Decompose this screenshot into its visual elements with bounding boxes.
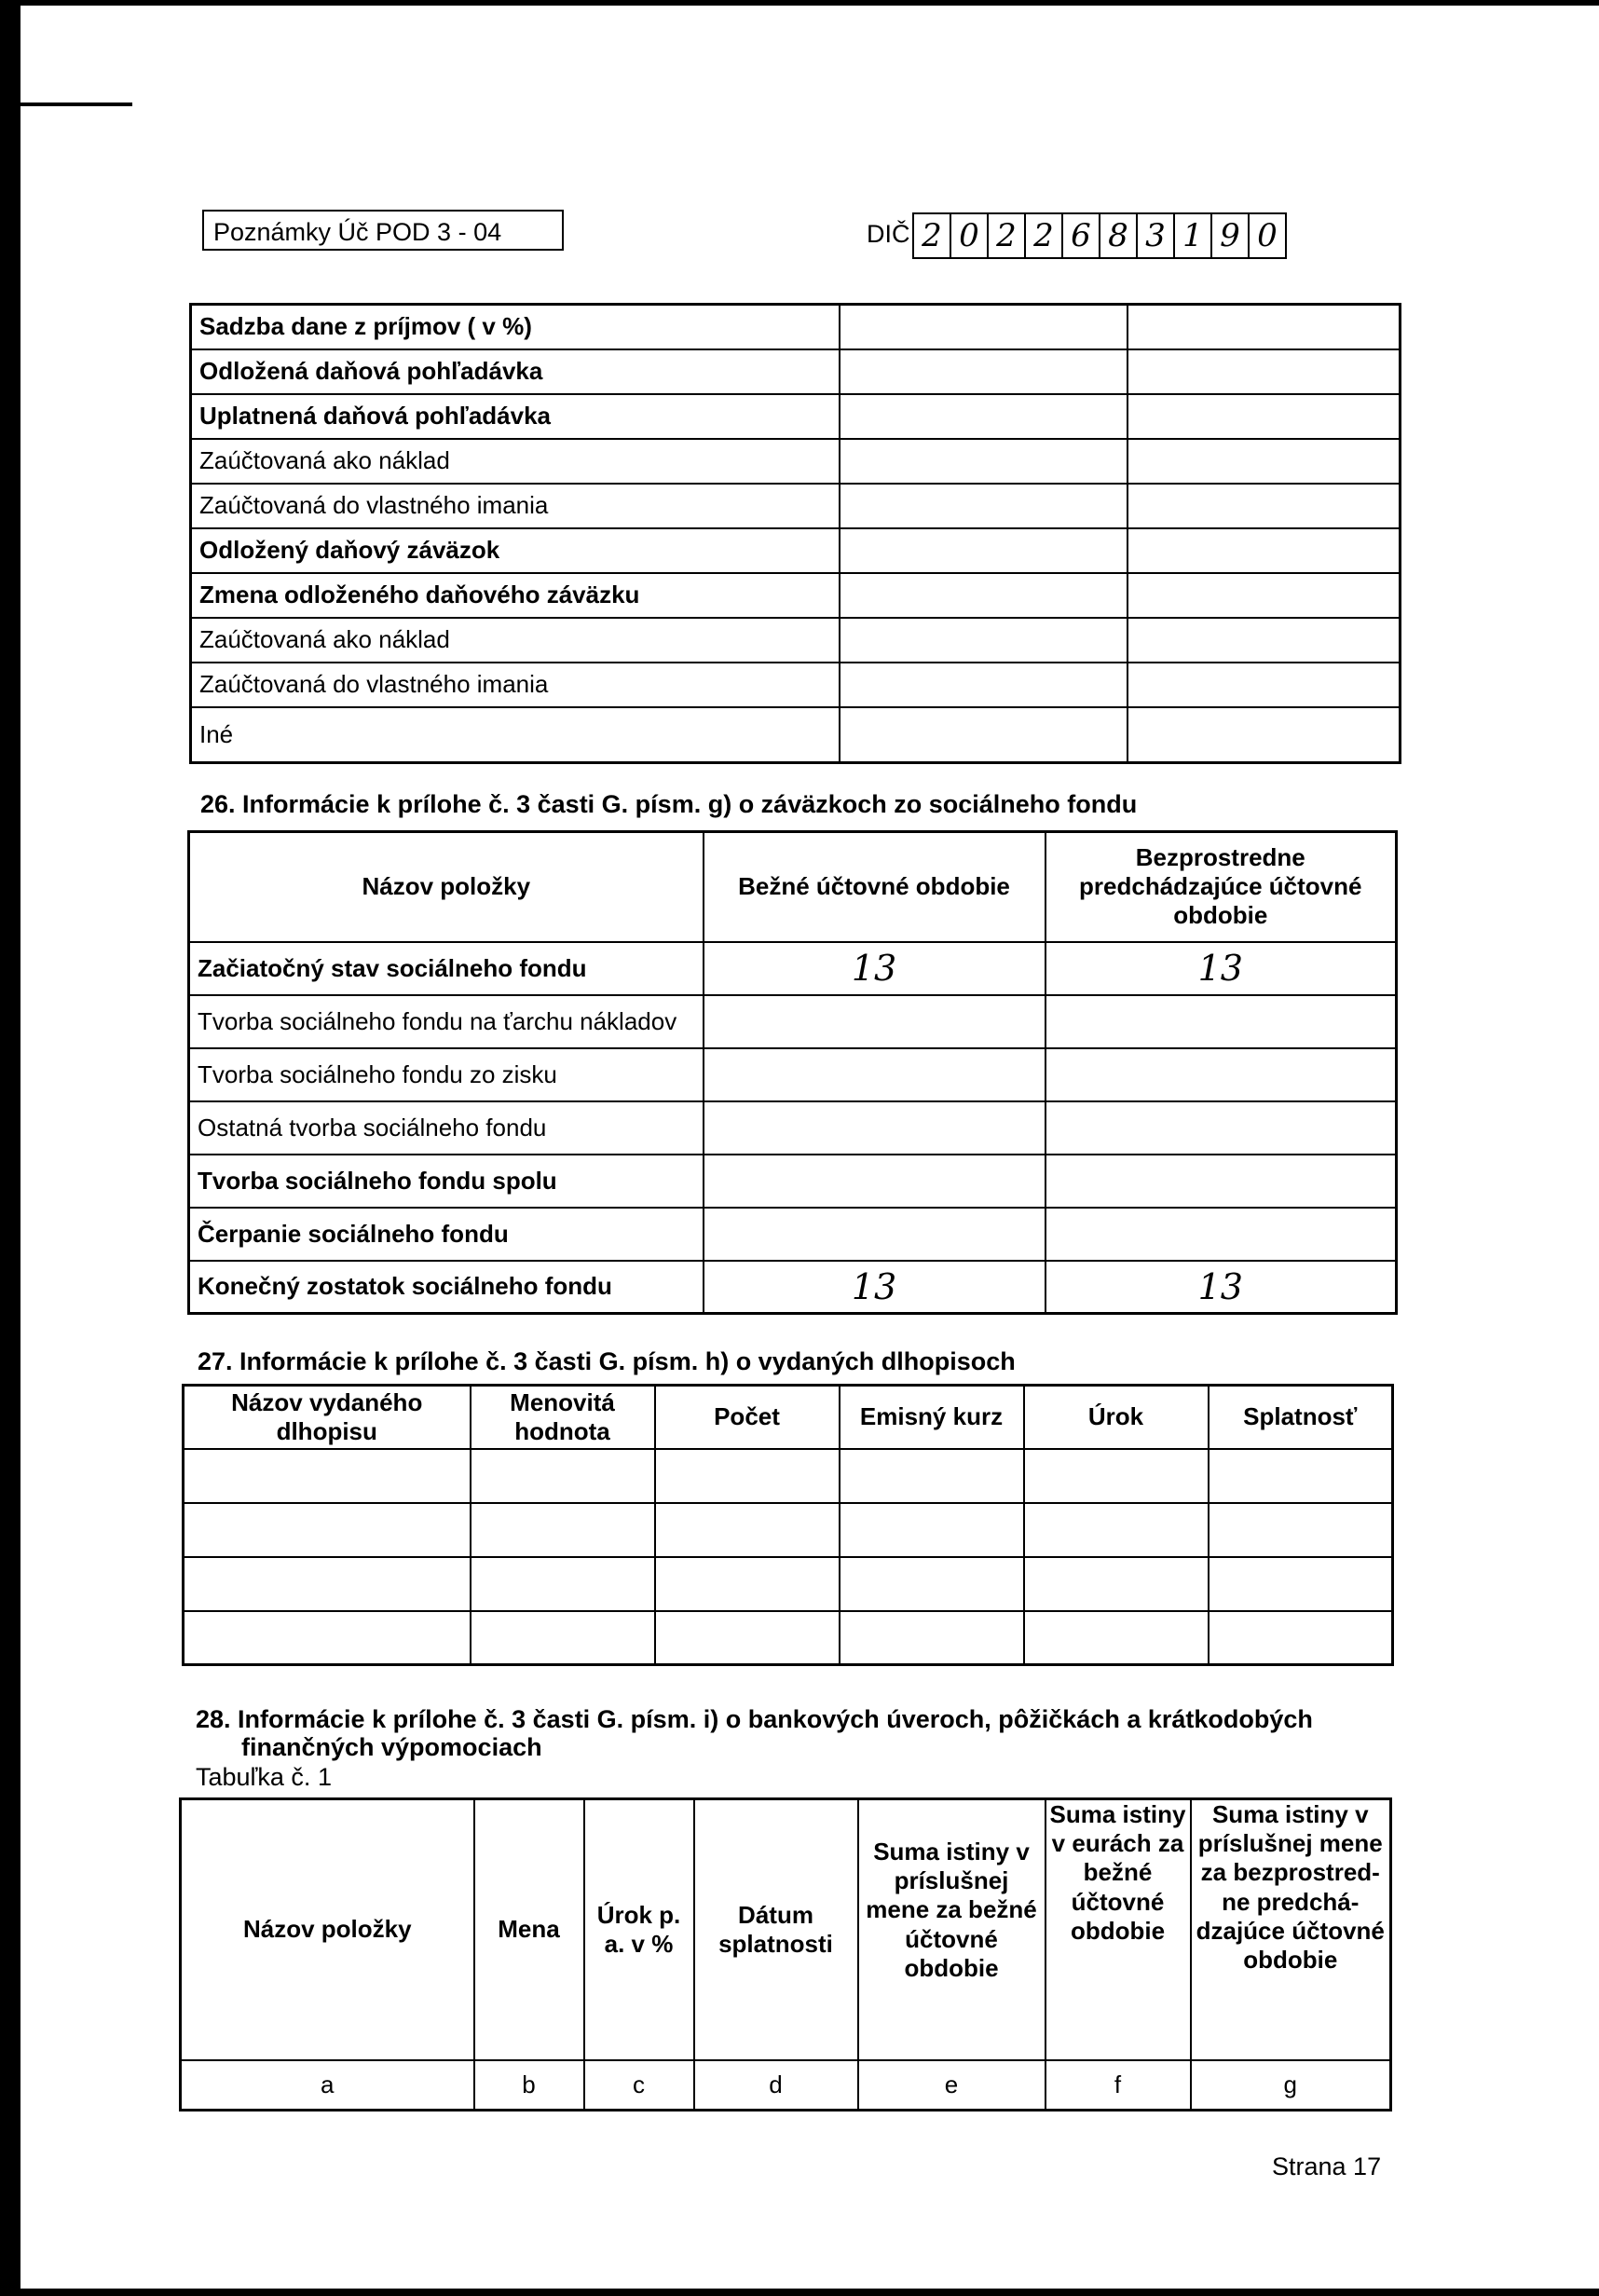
col-header: Suma istiny v príslušnej mene za bezprostred-ne predchá-dzajúce účtovné obdobie [1191, 1799, 1391, 2060]
row-label: Tvorba sociálneho fondu na ťarchu nákladov [189, 995, 704, 1048]
value-cell[interactable] [1128, 349, 1401, 394]
section-27-title: 27. Informácie k prílohe č. 3 časti G. písm. h) o vydaných dlhopisoch [198, 1347, 1016, 1375]
scan-edge [20, 102, 132, 106]
value-cell[interactable] [840, 439, 1128, 484]
scan-edge [0, 0, 20, 2296]
current-period-value[interactable] [704, 1208, 1046, 1261]
table-row [191, 349, 1401, 394]
value-cell[interactable] [1209, 1611, 1393, 1665]
value-cell[interactable] [1128, 618, 1401, 663]
value-cell[interactable] [1128, 394, 1401, 439]
row-label: Iné [191, 707, 840, 763]
row-label: Tvorba sociálneho fondu zo zisku [189, 1048, 704, 1101]
row-label: Tvorba sociálneho fondu spolu [189, 1155, 704, 1208]
table-row [184, 1611, 1393, 1665]
section-28-title: 28. Informácie k prílohe č. 3 časti G. písm. i) o bankových úveroch, pôžičkách a krátkodobých [196, 1705, 1313, 1733]
dic-digit: 0 [1257, 217, 1278, 254]
value-cell[interactable] [471, 1449, 655, 1503]
col-header: Bežné účtovné obdobie [704, 832, 1046, 942]
table-row [189, 1208, 1397, 1261]
col-header: Suma istiny v príslušnej mene za bežné účtovné obdobie [858, 1799, 1046, 2060]
dic-digit: 2 [989, 214, 1026, 257]
table-row [184, 1503, 1393, 1557]
current-period-value[interactable]: 13 [704, 1261, 1046, 1314]
scan-edge [0, 0, 1599, 6]
table-row [191, 484, 1401, 528]
tax-table [189, 303, 1401, 764]
value-cell[interactable] [1024, 1503, 1209, 1557]
value-cell[interactable] [1128, 439, 1401, 484]
section-26-title: 26. Informácie k prílohe č. 3 časti G. písm. g) o záväzkoch zo sociálneho fondu [200, 790, 1138, 818]
table-row [191, 394, 1401, 439]
value-cell[interactable] [1128, 663, 1401, 707]
value-cell[interactable] [840, 1503, 1024, 1557]
table-caption: Tabuľka č. 1 [196, 1763, 332, 1791]
col-header: Mena [474, 1799, 584, 2060]
previous-period-value[interactable] [1046, 1208, 1397, 1261]
table-row [191, 618, 1401, 663]
value-cell[interactable] [1209, 1557, 1393, 1611]
column-letter: f [1046, 2060, 1191, 2111]
table-row [189, 1048, 1397, 1101]
dic-digit: 0 [951, 214, 989, 257]
value-cell[interactable] [1024, 1557, 1209, 1611]
column-letter: d [694, 2060, 858, 2111]
previous-period-value[interactable] [1046, 1101, 1397, 1155]
table-row [189, 995, 1397, 1048]
value-cell[interactable] [655, 1503, 840, 1557]
dic-digit: 2 [1026, 214, 1063, 257]
page-number: Strana 17 [1272, 2152, 1382, 2180]
table-row [191, 707, 1401, 763]
dic-label: DIČ [867, 220, 910, 248]
dic-digit: 2 [914, 214, 951, 257]
current-period-value[interactable] [704, 1155, 1046, 1208]
value-cell[interactable] [840, 528, 1128, 573]
scan-edge [0, 2289, 1599, 2296]
previous-period-value[interactable]: 13 [1046, 942, 1397, 995]
row-label: Čerpanie sociálneho fondu [189, 1208, 704, 1261]
col-header: Úrok p. a. v % [584, 1799, 694, 2060]
row-label: Začiatočný stav sociálneho fondu [189, 942, 704, 995]
row-label: Konečný zostatok sociálneho fondu [189, 1261, 704, 1314]
row-label: Ostatná tvorba sociálneho fondu [189, 1101, 704, 1155]
value-cell[interactable] [655, 1611, 840, 1665]
column-letter: b [474, 2060, 584, 2111]
row-label: Zaúčtovaná do vlastného imania [191, 663, 840, 707]
value-cell[interactable] [840, 663, 1128, 707]
value-cell[interactable] [840, 305, 1128, 349]
value-cell[interactable] [655, 1449, 840, 1503]
row-label: Uplatnená daňová pohľadávka [191, 394, 840, 439]
row-label: Zaúčtovaná do vlastného imania [191, 484, 840, 528]
value-cell[interactable] [471, 1611, 655, 1665]
col-header: Emisný kurz [840, 1386, 1024, 1449]
value-cell[interactable] [184, 1449, 471, 1503]
column-letter: a [181, 2060, 474, 2111]
row-label: Zaúčtovaná ako náklad [191, 439, 840, 484]
value-cell[interactable] [840, 484, 1128, 528]
col-header: Dátum splatnosti [694, 1799, 858, 2060]
table-row [184, 1449, 1393, 1503]
col-header: Úrok [1024, 1386, 1209, 1449]
dic-digit: 8 [1100, 214, 1138, 257]
value-cell[interactable] [1128, 707, 1401, 763]
row-label: Sadzba dane z príjmov ( v %) [191, 305, 840, 349]
value-cell[interactable] [840, 1557, 1024, 1611]
dic-digit: 6 [1063, 214, 1100, 257]
col-header: Splatnosť [1209, 1386, 1393, 1449]
dic-digit: 1 [1175, 214, 1212, 257]
loans-table [179, 1797, 1392, 2112]
value-cell[interactable] [840, 707, 1128, 763]
table-row [189, 1155, 1397, 1208]
col-header: Menovitá hodnota [471, 1386, 655, 1449]
value-cell[interactable] [184, 1611, 471, 1665]
value-cell[interactable] [184, 1503, 471, 1557]
table-row [191, 528, 1401, 573]
bonds-table [182, 1384, 1394, 1666]
previous-period-value[interactable]: 13 [1046, 1261, 1397, 1314]
value-cell[interactable] [1024, 1449, 1209, 1503]
dic-digit: 9 [1212, 214, 1250, 257]
table-row [184, 1557, 1393, 1611]
current-period-value[interactable]: 13 [704, 942, 1046, 995]
col-header: Názov položky [189, 832, 704, 942]
previous-period-value[interactable] [1046, 995, 1397, 1048]
table-row [191, 573, 1401, 618]
row-label: Zaúčtovaná ako náklad [191, 618, 840, 663]
current-period-value[interactable] [704, 1101, 1046, 1155]
col-header: Počet [655, 1386, 840, 1449]
row-label: Odložená daňová pohľadávka [191, 349, 840, 394]
previous-period-value[interactable] [1046, 1048, 1397, 1101]
value-cell[interactable] [840, 1611, 1024, 1665]
col-header: Suma istiny v eurách za bežné účtovné obdobie [1046, 1799, 1191, 2060]
row-label: Zmena odloženého daňového záväzku [191, 573, 840, 618]
value-cell[interactable] [1024, 1611, 1209, 1665]
value-cell[interactable] [471, 1557, 655, 1611]
value-cell[interactable] [184, 1557, 471, 1611]
col-header: Názov vydaného dlhopisu [184, 1386, 471, 1449]
value-cell[interactable] [1209, 1449, 1393, 1503]
current-period-value[interactable] [704, 1048, 1046, 1101]
dic-field[interactable] [912, 212, 1287, 259]
table-row [191, 439, 1401, 484]
value-cell[interactable] [471, 1503, 655, 1557]
table-row [189, 942, 1397, 995]
value-cell[interactable] [655, 1557, 840, 1611]
form-id-box: Poznámky Úč POD 3 - 04 [202, 210, 564, 251]
dic-digit: 3 [1138, 214, 1175, 257]
current-period-value[interactable] [704, 995, 1046, 1048]
section-28-title-cont: finančných výpomociach [241, 1733, 542, 1761]
row-label: Odložený daňový záväzok [191, 528, 840, 573]
col-header: Názov položky [181, 1799, 474, 2060]
table-row [191, 305, 1401, 349]
col-header: Bezprostredne predchádzajúce účtovné obdobie [1046, 832, 1397, 942]
table-row [189, 1261, 1397, 1314]
value-cell[interactable] [1128, 528, 1401, 573]
value-cell[interactable] [840, 394, 1128, 439]
value-cell[interactable] [840, 573, 1128, 618]
column-letter: c [584, 2060, 694, 2111]
column-letter: g [1191, 2060, 1391, 2111]
value-cell[interactable] [840, 618, 1128, 663]
value-cell[interactable] [1128, 573, 1401, 618]
social-fund-table [187, 830, 1398, 1315]
value-cell[interactable] [840, 349, 1128, 394]
previous-period-value[interactable] [1046, 1155, 1397, 1208]
table-row [191, 663, 1401, 707]
value-cell[interactable] [1209, 1503, 1393, 1557]
table-row [189, 1101, 1397, 1155]
column-letter: e [858, 2060, 1046, 2111]
value-cell[interactable] [1128, 484, 1401, 528]
value-cell[interactable] [840, 1449, 1024, 1503]
value-cell[interactable] [1128, 305, 1401, 349]
